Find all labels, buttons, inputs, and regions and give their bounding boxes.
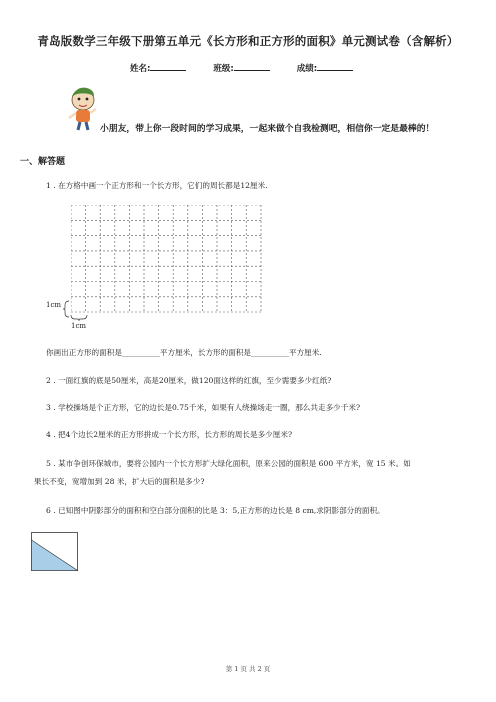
student-info-row	[130, 62, 377, 74]
score-blank[interactable]	[317, 62, 353, 71]
brace-bottom-icon	[70, 314, 88, 322]
score-label: 成绩:	[296, 64, 318, 74]
page-footer: 第 1 页 共 2 页	[225, 665, 271, 673]
class-blank[interactable]	[234, 62, 270, 71]
question-5-line-2: 果长不变，宽增加到 28 米，扩大后的面积是多少?	[34, 477, 205, 486]
encouragement-slogan: 小朋友，带上你一段时间的学习成果，一起来做个自我检测吧，相信你一定是最棒的！	[100, 124, 435, 134]
question-4: 4 . 把4个边长2厘米的正方形拼成一个长方形，长方形的周长是多少厘米?	[46, 430, 293, 439]
question-3: 3 . 学校操场是个正方形，它的边长是0.75千米，如果有人绕操场走一圈，那么共走多少千米?	[46, 403, 361, 412]
grid-paper	[71, 205, 263, 315]
document-title: 青岛版数学三年级下册第五单元《长方形和正方形的面积》单元测试卷（含解析）	[37, 34, 459, 48]
section-heading: 一、解答题	[20, 157, 66, 167]
question-6: 6 . 已知图中阴影部分的面积和空白部分面积的比是 3：5,正方形的边长是 8 cm,求阴影部分的面积。	[46, 506, 385, 515]
shaded-square-figure	[31, 532, 79, 572]
unit-label-left: 1cm	[46, 301, 62, 309]
question-2: 2 . 一面红旗的底是50厘米，高是20厘米，做120面这样的红旗，至少需要多少红纸?	[46, 376, 332, 385]
name-blank[interactable]	[150, 62, 186, 71]
question-1-answer-line: 你画出正方形的面积是__________平方厘米，长方形的面积是__________平方厘米.	[46, 348, 322, 357]
mascot-illustration	[63, 84, 101, 132]
name-label: 姓名:	[130, 64, 151, 74]
question-5-line-1: 5 . 某市争创环保城市，要将公园内一个长方形扩大绿化面积，原来公园的面积是 600 平方米，宽 15 米。如	[46, 459, 411, 468]
brace-left-icon	[62, 300, 70, 318]
unit-label-bottom: 1cm	[71, 322, 87, 330]
question-1: 1 . 在方格中画一个正方形和一个长方形，它们的周长都是12厘米.	[46, 181, 268, 190]
class-label: 班级:	[213, 64, 234, 74]
